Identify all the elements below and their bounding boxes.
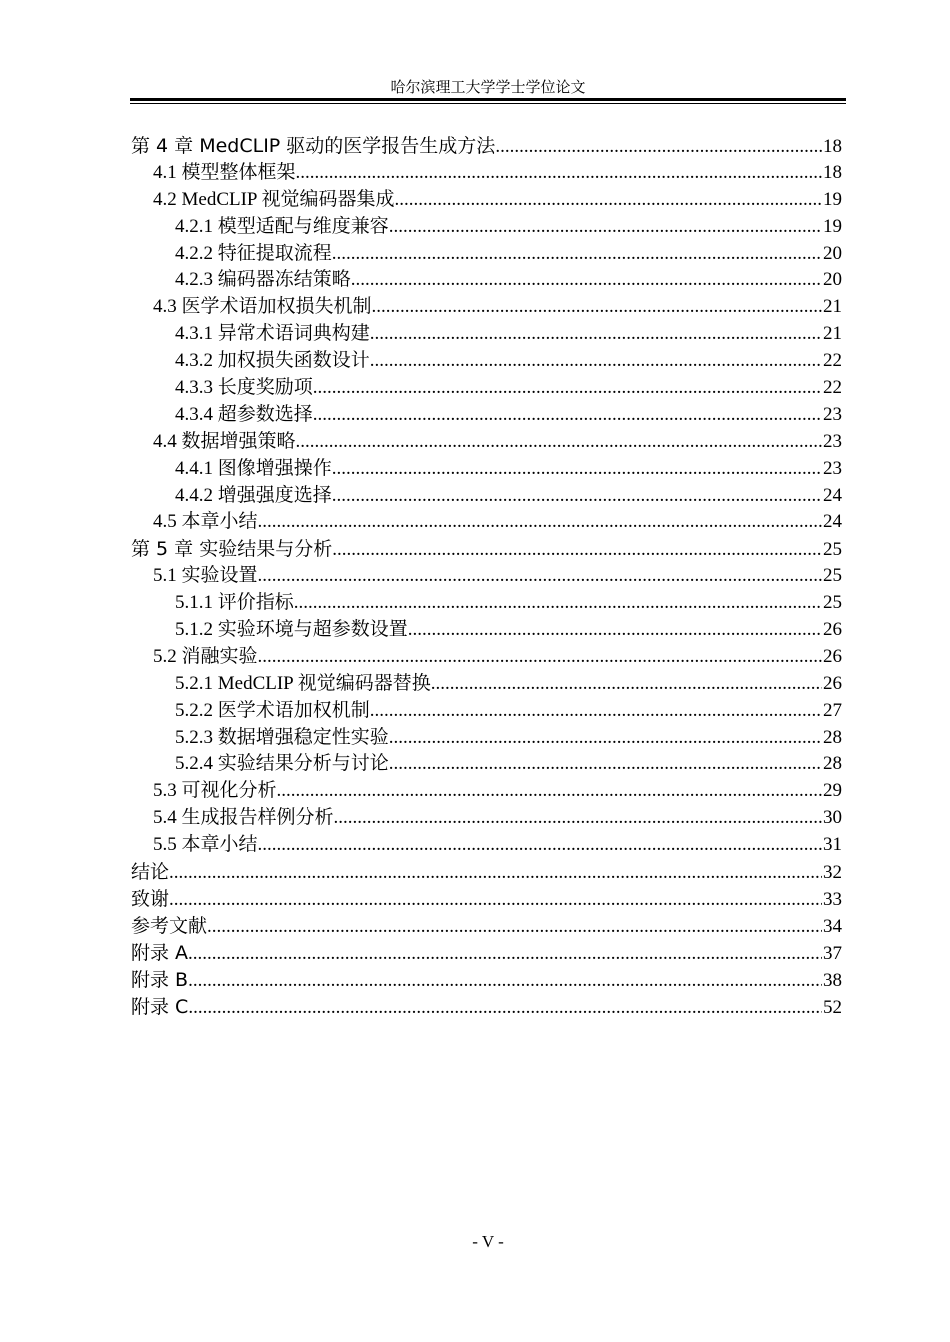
toc-entry[interactable] (131, 617, 842, 644)
toc-entry[interactable] (131, 160, 842, 187)
toc-leader-dots (372, 294, 822, 321)
toc-entry-label: 5.4 生成报告样例分析 (153, 807, 334, 829)
toc-entry-label: 5.2.1 MedCLIP 视觉编码器替换 (175, 672, 431, 694)
toc-leader-dots (334, 805, 822, 832)
toc-entry-page: 29 (823, 780, 842, 802)
toc-entry-page: 33 (823, 888, 842, 910)
toc-entry[interactable] (131, 429, 842, 456)
toc-leader-dots (313, 402, 822, 429)
toc-leader-dots (332, 483, 822, 510)
toc-entry-page: 38 (823, 969, 842, 991)
toc-entry[interactable] (131, 751, 842, 778)
toc-entry-page: 26 (823, 672, 842, 694)
toc-entry-page: 23 (823, 457, 842, 479)
toc-entry-label: 5.5 本章小结 (153, 834, 258, 856)
toc-entry-page: 23 (823, 430, 842, 452)
toc-entry[interactable] (131, 832, 842, 859)
toc-entry-page: 25 (823, 565, 842, 587)
toc-entry-page: 20 (823, 242, 842, 264)
toc-entry[interactable] (131, 940, 842, 967)
toc-entry-label: 4.2.3 编码器冻结策略 (175, 269, 351, 291)
toc-entry-page: 20 (823, 269, 842, 291)
toc-entry-page: 32 (823, 862, 842, 884)
toc-entry-page: 22 (823, 377, 842, 399)
toc-entry[interactable] (131, 402, 842, 429)
toc-entry-label: 4.2 MedCLIP 视觉编码器集成 (153, 188, 395, 210)
toc-entry[interactable] (131, 805, 842, 832)
toc-entry-label: 致谢 (131, 887, 170, 910)
toc-entry-label: 5.1.2 实验环境与超参数设置 (175, 619, 408, 641)
toc-leader-dots (258, 509, 822, 536)
toc-entry[interactable] (131, 778, 842, 805)
toc-entry[interactable] (131, 375, 842, 402)
toc-entry-page: 52 (823, 996, 842, 1018)
toc-leader-dots (258, 832, 822, 859)
table-of-contents (131, 133, 842, 1020)
toc-entry[interactable] (131, 267, 842, 294)
toc-leader-dots (332, 456, 822, 483)
toc-leader-dots (351, 267, 822, 294)
toc-entry-label: 第 4 章 MedCLIP 驱动的医学报告生成方法 (131, 135, 496, 157)
toc-entry-label: 4.3.1 异常术语词典构建 (175, 323, 370, 345)
toc-entry-page: 21 (823, 296, 842, 318)
toc-leader-dots (389, 725, 822, 752)
toc-entry-page: 22 (823, 350, 842, 372)
toc-entry-label: 结论 (131, 861, 170, 884)
toc-entry[interactable] (131, 536, 842, 563)
toc-entry-label: 5.2.2 医学术语加权机制 (175, 699, 370, 721)
toc-entry-label: 4.3.3 长度奖励项 (175, 377, 313, 399)
toc-entry-label: 4.5 本章小结 (153, 511, 258, 533)
header-rule-thick (130, 98, 846, 101)
toc-entry-label: 4.1 模型整体框架 (153, 161, 296, 183)
toc-entry-page: 21 (823, 323, 842, 345)
toc-entry-page: 18 (823, 161, 842, 183)
toc-leader-dots (431, 671, 822, 698)
toc-entry-page: 18 (823, 136, 842, 157)
toc-leader-dots (296, 429, 822, 456)
toc-leader-dots (258, 644, 822, 671)
toc-leader-dots (408, 617, 822, 644)
toc-entry[interactable] (131, 456, 842, 483)
toc-entry-label: 4.2.1 模型适配与维度兼容 (175, 215, 389, 237)
toc-entry-label: 5.1.1 评价指标 (175, 592, 294, 614)
toc-entry-label: 4.3 医学术语加权损失机制 (153, 296, 372, 318)
toc-entry[interactable] (131, 859, 842, 886)
toc-entry-page: 19 (823, 215, 842, 237)
toc-entry[interactable] (131, 133, 842, 160)
toc-entry-label: 参考文献 (131, 914, 208, 937)
toc-leader-dots (169, 887, 822, 913)
toc-entry-page: 37 (823, 942, 842, 964)
toc-entry[interactable] (131, 698, 842, 725)
toc-entry-page: 28 (823, 726, 842, 748)
toc-entry-label: 4.3.4 超参数选择 (175, 403, 313, 425)
toc-entry-label: 5.3 可视化分析 (153, 780, 277, 802)
header-rule-thin (130, 103, 846, 104)
toc-entry-label: 5.2.4 实验结果分析与讨论 (175, 753, 389, 775)
toc-entry-page: 30 (823, 807, 842, 829)
toc-entry-page: 27 (823, 699, 842, 721)
toc-entry-page: 23 (823, 403, 842, 425)
toc-entry[interactable] (131, 348, 842, 375)
toc-entry[interactable] (131, 994, 842, 1021)
toc-entry-label: 附录 B (131, 968, 189, 991)
toc-leader-dots (188, 968, 822, 994)
toc-leader-dots (332, 241, 822, 268)
toc-entry[interactable] (131, 214, 842, 241)
toc-entry[interactable] (131, 644, 842, 671)
toc-leader-dots (277, 778, 822, 805)
toc-entry[interactable] (131, 886, 842, 913)
toc-entry-page: 24 (823, 484, 842, 506)
toc-leader-dots (370, 348, 822, 375)
toc-leader-dots (313, 375, 822, 402)
toc-entry[interactable] (131, 967, 842, 994)
toc-entry-label: 4.4.1 图像增强操作 (175, 457, 332, 479)
toc-leader-dots (188, 941, 822, 967)
toc-entry-label: 第 5 章 实验结果与分析 (131, 538, 333, 561)
toc-entry[interactable] (131, 913, 842, 940)
toc-entry-label: 4.2.2 特征提取流程 (175, 242, 332, 264)
toc-entry[interactable] (131, 321, 842, 348)
toc-leader-dots (332, 537, 822, 563)
toc-entry-label: 附录 A (131, 941, 189, 964)
toc-entry[interactable] (131, 241, 842, 268)
toc-leader-dots (370, 321, 822, 348)
toc-entry-label: 5.1 实验设置 (153, 565, 258, 587)
footer-page-number: - V - (472, 1232, 504, 1251)
toc-entry-page: 25 (823, 539, 842, 561)
toc-entry-page: 25 (823, 592, 842, 614)
toc-leader-dots (169, 860, 822, 886)
toc-entry-page: 31 (823, 834, 842, 856)
toc-entry[interactable] (131, 509, 842, 536)
toc-entry[interactable] (131, 294, 842, 321)
toc-entry[interactable] (131, 563, 842, 590)
toc-entry-label: 附录 C (131, 995, 189, 1018)
toc-leader-dots (389, 751, 822, 778)
toc-leader-dots (389, 214, 822, 241)
toc-leader-dots (495, 134, 822, 160)
toc-entry-page: 26 (823, 645, 842, 667)
toc-leader-dots (370, 698, 822, 725)
toc-entry[interactable] (131, 187, 842, 214)
toc-entry-page: 28 (823, 753, 842, 775)
toc-leader-dots (395, 187, 822, 214)
toc-entry-page: 34 (823, 915, 842, 937)
toc-entry-label: 4.3.2 加权损失函数设计 (175, 350, 370, 372)
toc-entry[interactable] (131, 725, 842, 752)
toc-entry-label: 4.4.2 增强强度选择 (175, 484, 332, 506)
toc-leader-dots (188, 995, 822, 1021)
toc-entry-page: 19 (823, 188, 842, 210)
toc-leader-dots (258, 563, 822, 590)
toc-leader-dots (294, 590, 822, 617)
toc-entry-page: 26 (823, 619, 842, 641)
toc-entry[interactable] (131, 671, 842, 698)
toc-entry-label: 4.4 数据增强策略 (153, 430, 296, 452)
toc-entry[interactable] (131, 590, 842, 617)
toc-entry-label: 5.2 消融实验 (153, 645, 258, 667)
toc-entry-page: 24 (823, 511, 842, 533)
toc-leader-dots (207, 914, 822, 940)
toc-entry-label: 5.2.3 数据增强稳定性实验 (175, 726, 389, 748)
running-header-title: 哈尔滨理工大学学士学位论文 (390, 80, 586, 96)
toc-leader-dots (296, 160, 822, 187)
toc-entry[interactable] (131, 483, 842, 510)
